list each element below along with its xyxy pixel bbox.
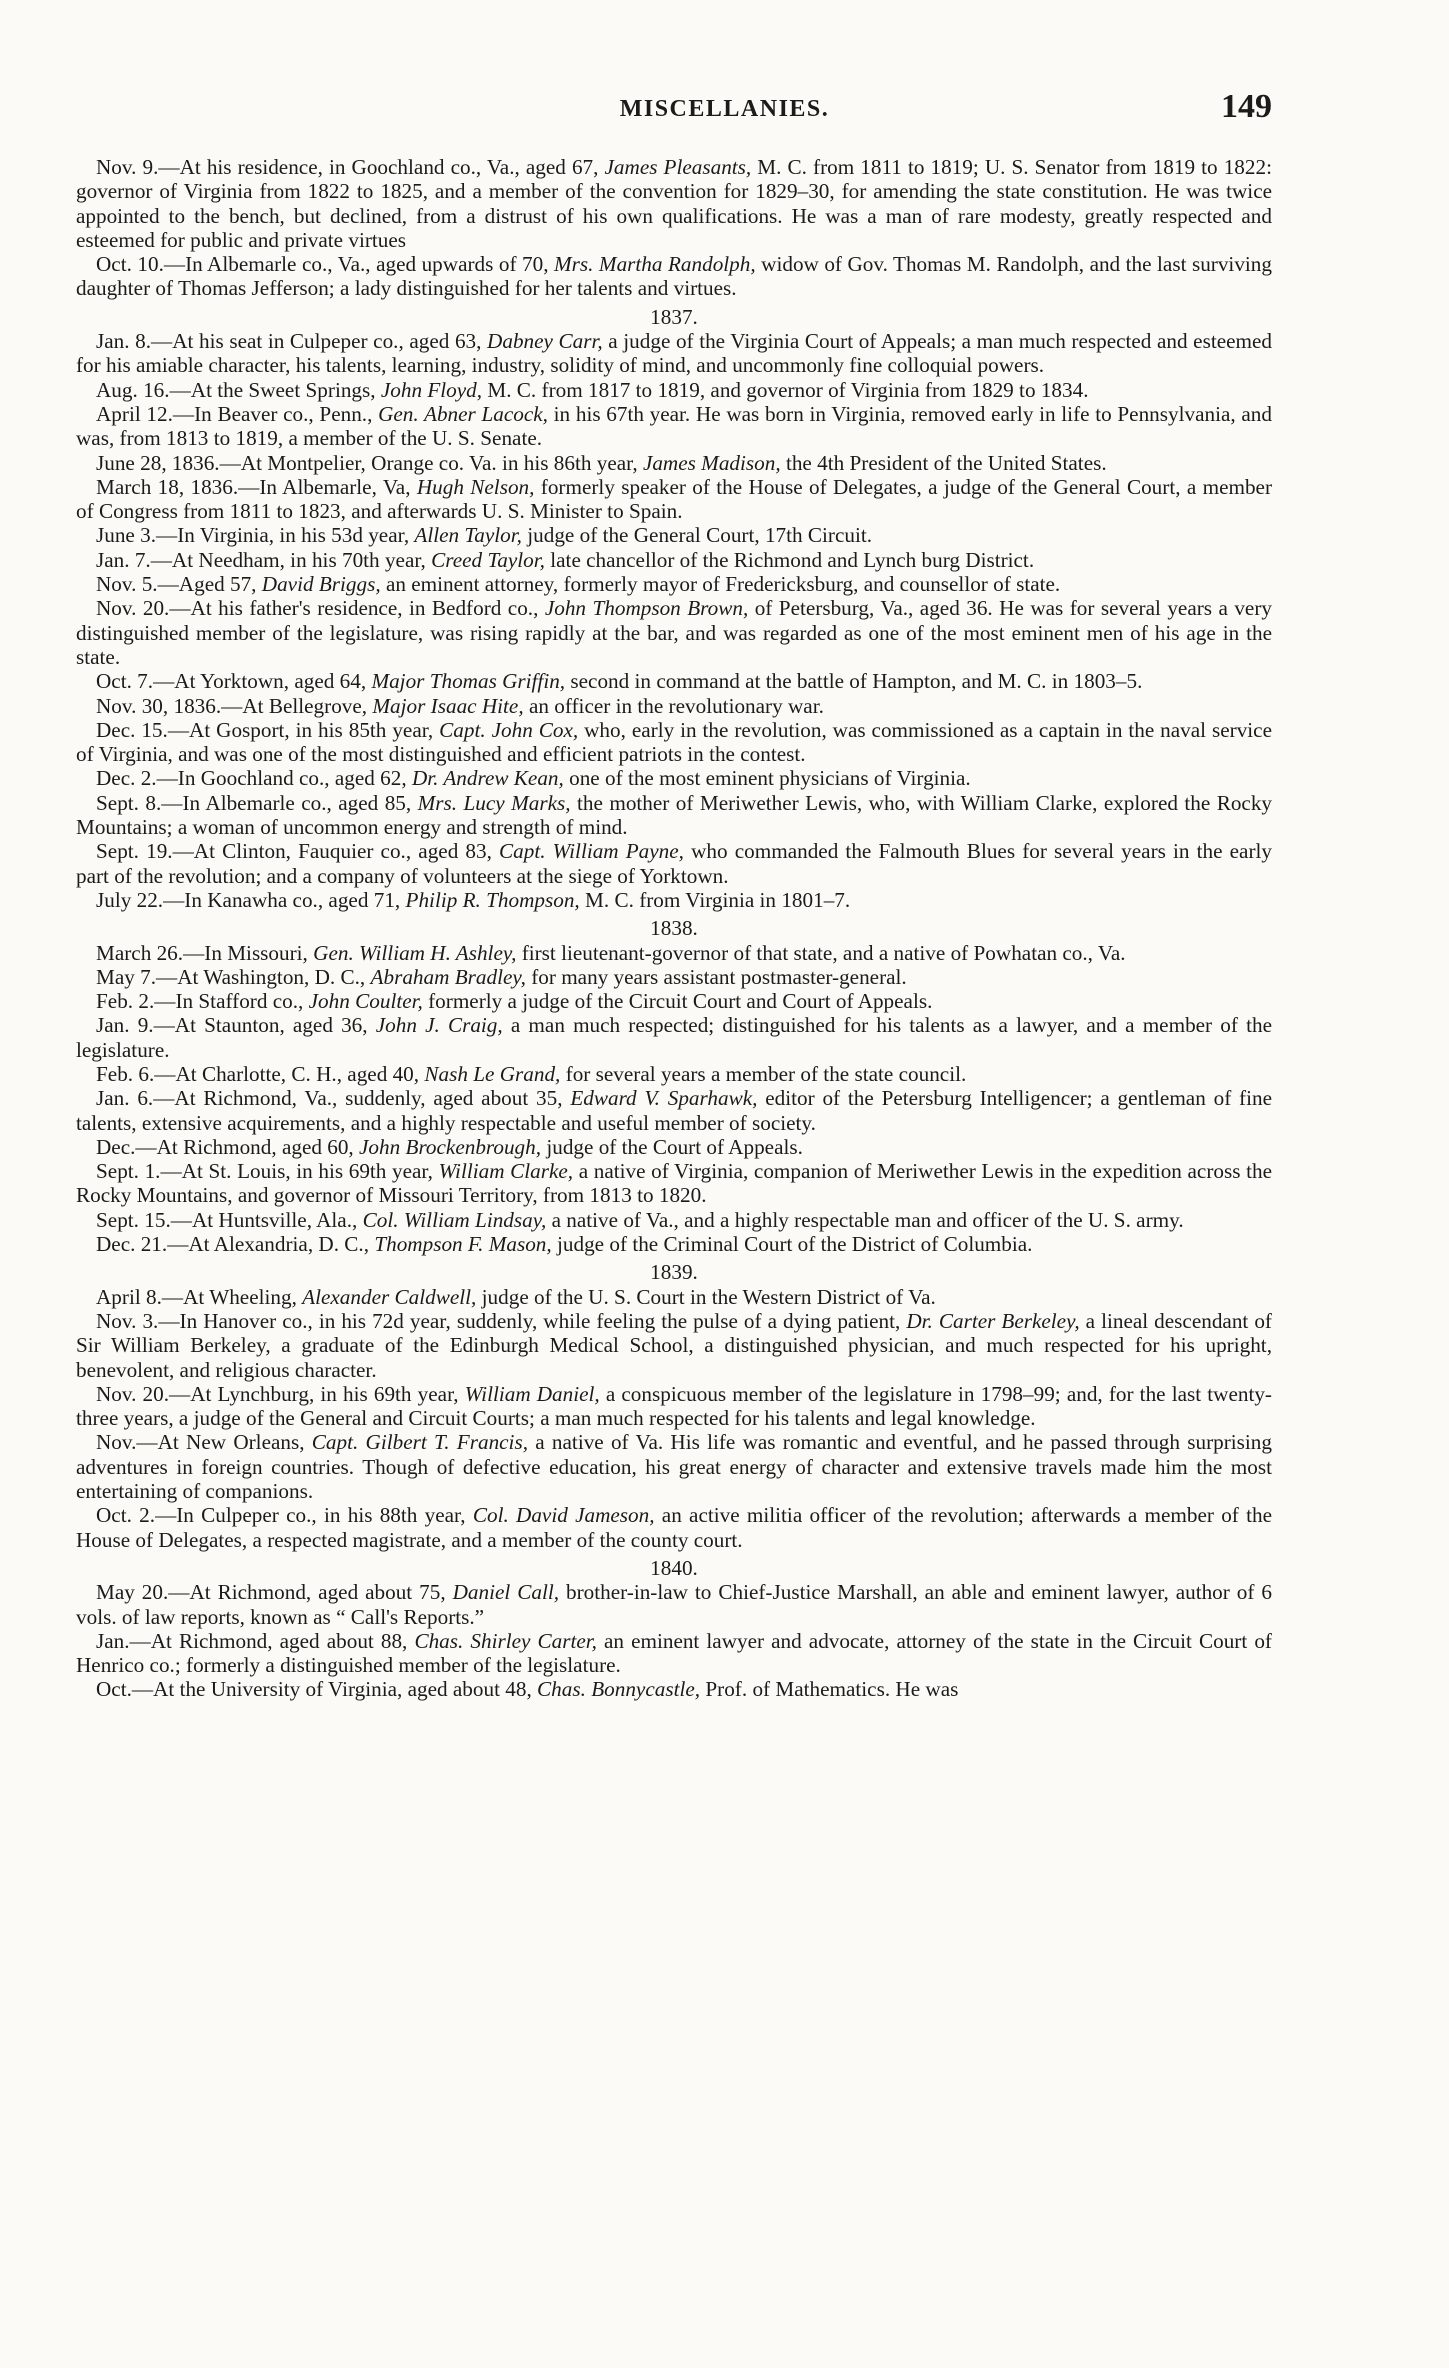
person-name: Col. David Jameson,	[472, 1503, 655, 1528]
entry-lead: —In Albemarle, Va,	[238, 474, 417, 499]
person-name: Capt. John Cox,	[439, 717, 579, 742]
obituary-entry	[76, 839, 1272, 888]
obituary-entry	[76, 475, 1272, 524]
person-name: Dabney Carr,	[487, 329, 603, 354]
entry-date: Sept. 8.	[96, 790, 162, 815]
entry-text: judge of the Criminal Court of the District of Columbia.	[551, 1232, 1033, 1257]
obituary-entry	[76, 718, 1272, 767]
entry-lead: —In Beaver co., Penn.,	[172, 401, 379, 426]
entry-date: Feb. 2.	[96, 989, 155, 1014]
entry-date: Nov. 20.	[96, 1381, 170, 1406]
obituary-entry	[76, 329, 1272, 378]
entry-date: Nov. 30, 1836.	[96, 693, 222, 718]
entry-lead: —At his residence, in Goochland co., Va., aged 67,	[158, 155, 605, 179]
entry-text: judge of the Court of Appeals.	[541, 1134, 803, 1159]
entry-lead: —At St. Louis, in his 69th year,	[160, 1159, 439, 1184]
person-name: Thompson F. Mason,	[374, 1232, 552, 1257]
obituary-entry	[76, 1135, 1272, 1159]
entry-date: Nov. 20.	[96, 596, 170, 621]
obituary-entry	[76, 941, 1272, 965]
entry-date: Nov. 5.	[96, 572, 158, 597]
obituary-entry	[76, 888, 1272, 912]
entry-text: brother-in-law to Chief-Justice Marshall, an able and eminent lawyer, author of 6 vols. of law reports, known as “ Call's Reports.”	[76, 1580, 1273, 1629]
obituary-entry	[76, 766, 1272, 790]
entry-lead: —At Wheeling,	[161, 1284, 303, 1309]
entry-lead: —At his seat in Culpeper co., aged 63,	[151, 329, 488, 354]
entry-date: Jan. 7.	[96, 547, 151, 572]
person-name: Allen Taylor,	[414, 523, 522, 548]
entry-date: Jan. 6.	[96, 1086, 154, 1111]
person-name: Capt. Gilbert T. Francis,	[311, 1430, 528, 1455]
obituary-entry	[76, 1208, 1272, 1232]
entry-lead: —At Richmond, aged about 75,	[168, 1580, 453, 1605]
entry-text: a native of Virginia, companion of Meriwether Lewis in the expedition across the Rocky Mountains, and governor of Missouri Territory, from 1813 to 1820.	[76, 1159, 1272, 1208]
entry-lead: —At Clinton, Fauquier co., aged 83,	[172, 839, 500, 864]
person-name: William Daniel,	[464, 1381, 600, 1406]
obituary-entry	[76, 572, 1272, 596]
entry-date: Jan.	[96, 1628, 130, 1653]
entry-date: Nov.	[96, 1430, 137, 1455]
obituary-entry	[76, 694, 1272, 718]
entry-text: an officer in the revolutionary war.	[523, 693, 824, 718]
entry-lead: —In Hanover co., in his 72d year, suddenly, while feeling the pulse of a dying patient,	[158, 1308, 907, 1333]
person-name: James Pleasants,	[604, 155, 752, 179]
entry-lead: —At the Sweet Springs,	[169, 377, 381, 402]
person-name: Chas. Bonnycastle,	[537, 1677, 701, 1702]
entry-text: of Petersburg, Va., aged 36. He was for several years a very distinguished member of the legislature, was rising rapidly at the bar, and was regarded as one of the most eminent men of his age in the state.	[76, 596, 1272, 669]
entry-text: in his 67th year. He was born in Virginia, removed early in life to Pennsylvania, and was, from 1813 to 1819, a member of the U. S. Senate.	[76, 401, 1272, 451]
obituary-entry	[76, 1503, 1272, 1552]
entry-date: May 20.	[96, 1580, 169, 1605]
entry-text: second in command at the battle of Hampton, and M. C. in 1803–5.	[565, 669, 1143, 694]
person-name: Major Thomas Griffin,	[371, 669, 566, 694]
page-number: 149	[1221, 88, 1272, 125]
entry-text: formerly a judge of the Circuit Court and Court of Appeals.	[422, 989, 933, 1014]
entry-text: M. C. from Virginia in 1801–7.	[579, 887, 851, 912]
obituary-entry	[76, 1580, 1272, 1629]
obituary-entry	[76, 155, 1272, 252]
entry-date: Dec.	[96, 1134, 136, 1159]
entry-text: a native of Va., and a highly respectable man and officer of the U. S. army.	[546, 1207, 1184, 1232]
person-name: John Floyd,	[380, 377, 483, 402]
entry-lead: —At Richmond, Va., suddenly, aged about 35,	[153, 1086, 571, 1111]
entry-lead: —At Charlotte, C. H., aged 40,	[154, 1061, 425, 1086]
entry-date: Feb. 6.	[96, 1061, 155, 1086]
person-name: Hugh Nelson,	[416, 474, 535, 499]
obituary-entry	[76, 1629, 1272, 1678]
person-name: Gen. William H. Ashley,	[313, 940, 517, 965]
person-name: John J. Craig,	[375, 1013, 503, 1038]
entry-text: M. C. from 1811 to 1819; U. S. Senator from 1819 to 1822: governor of Virginia from 1822 to 1825, and a member of the convention for 1829–30, for amending the state constitution. He was twice appointed to the bench, but declined, from a distrust of his own qualifications. He was a man of rare modesty, greatly respected and esteemed for public and private virtues	[76, 155, 1272, 252]
obituary-entry	[76, 451, 1272, 475]
entry-lead: —At Washington, D. C.,	[156, 964, 371, 989]
person-name: John Coulter,	[308, 989, 423, 1014]
entry-text: judge of the General Court, 17th Circuit.	[521, 523, 873, 548]
entry-date: July 22.	[96, 887, 164, 912]
entry-text: a conspicuous member of the legislature in 1798–99; and, for the last twenty-three years, a judge of the General and Circuit Courts; a man much respected for his talents and legal knowledge.	[76, 1381, 1272, 1431]
obituary-entry	[76, 989, 1272, 1013]
entry-lead: —At New Orleans,	[136, 1430, 312, 1455]
person-name: William Clarke,	[438, 1159, 574, 1184]
person-name: Daniel Call,	[452, 1580, 560, 1605]
entry-date: Sept. 19.	[96, 839, 173, 864]
entry-text: an eminent attorney, formerly mayor of Fredericksburg, and counsellor of state.	[380, 572, 1061, 597]
entry-lead: —In Missouri,	[183, 940, 314, 965]
entry-date: April 12.	[96, 401, 173, 426]
entry-text: for many years assistant postmaster-general.	[525, 964, 907, 989]
entry-text: an active militia officer of the revolution; afterwards a member of the House of Delegates, a respected magistrate, and a member of the county court.	[76, 1503, 1273, 1552]
entry-text: an eminent lawyer and advocate, attorney of the state in the Circuit Court of Henrico co.; formerly a distinguished member of the legislature.	[76, 1628, 1272, 1678]
entry-date: Nov. 3.	[96, 1308, 159, 1333]
person-name: John Brockenbrough,	[359, 1134, 542, 1159]
obituary-list	[76, 155, 1272, 1702]
person-name: Capt. William Payne,	[499, 839, 684, 864]
entry-text: Prof. of Mathematics. He was	[700, 1677, 959, 1702]
entry-lead: —In Virginia, in his 53d year,	[156, 523, 415, 548]
entry-text: the 4th President of the United States.	[780, 450, 1107, 475]
person-name: Edward V. Sparhawk,	[570, 1086, 758, 1111]
entry-lead: —At Bellegrove,	[221, 693, 373, 718]
entry-date: Jan. 8.	[96, 329, 152, 354]
entry-lead: —At Alexandria, D. C.,	[167, 1232, 375, 1257]
entry-lead: —In Albemarle co., Va., aged upwards of 70,	[163, 252, 554, 277]
person-name: Nash Le Grand,	[424, 1061, 561, 1086]
entry-text: a judge of the Virginia Court of Appeals; a man much respected and esteemed for his amiable character, his talents, learning, industry, solidity of mind, and uncommonly fine colloquial powers.	[76, 329, 1272, 378]
entry-text: who commanded the Falmouth Blues for several years in the early part of the revolution; and a company of volunteers at the siege of Yorktown.	[76, 839, 1272, 888]
entry-text: editor of the Petersburg Intelligencer; a gentleman of fine talents, extensive acquirements, and a highly respectable and useful member of society.	[76, 1086, 1272, 1135]
entry-lead: —In Kanawha co., aged 71,	[163, 887, 406, 912]
entry-lead: —In Albemarle co., aged 85,	[161, 790, 418, 815]
entry-lead: —At Needham, in his 70th year,	[150, 547, 432, 572]
entry-date: Jan. 9.	[96, 1013, 154, 1038]
entry-lead: —At Lynchburg, in his 69th year,	[169, 1381, 465, 1406]
entry-date: Aug. 16.	[96, 377, 170, 402]
person-name: Creed Taylor,	[431, 547, 545, 572]
entry-text: M. C. from 1817 to 1819, and governor of Virginia from 1829 to 1834.	[482, 377, 1089, 402]
year-heading: 1838.	[650, 916, 698, 941]
entry-date: Sept. 1.	[96, 1159, 161, 1184]
entry-text: widow of Gov. Thomas M. Randolph, and the last surviving daughter of Thomas Jefferson; a lady distinguished for her talents and virtues.	[76, 252, 1272, 301]
person-name: Gen. Abner Lacock,	[378, 401, 548, 426]
entry-text: for several years a member of the state council.	[560, 1061, 967, 1086]
person-name: Abraham Bradley,	[370, 964, 526, 989]
entry-date: Sept. 15.	[96, 1207, 171, 1232]
year-heading: 1837.	[650, 304, 698, 329]
person-name: Dr. Carter Berkeley,	[906, 1308, 1080, 1333]
obituary-entry	[76, 1382, 1272, 1431]
obituary-entry	[76, 1013, 1272, 1062]
entry-date: March 26.	[96, 940, 184, 965]
person-name: Col. William Lindsay,	[362, 1207, 547, 1232]
obituary-entry	[76, 1232, 1272, 1256]
obituary-entry	[76, 1062, 1272, 1086]
person-name: Alexander Caldwell,	[302, 1284, 477, 1309]
entry-date: April 8.	[96, 1284, 162, 1309]
entry-lead: —At the University of Virginia, aged about 48,	[131, 1677, 538, 1702]
entry-date: March 18, 1836.	[96, 474, 239, 499]
person-name: Dr. Andrew Kean,	[411, 766, 564, 791]
person-name: Mrs. Martha Randolph,	[553, 252, 756, 277]
obituary-entry	[76, 548, 1272, 572]
entry-date: Oct. 2.	[96, 1503, 156, 1528]
entry-lead: —At his father's residence, in Bedford co.,	[169, 596, 545, 621]
obituary-entry	[76, 1677, 1272, 1701]
entry-lead: —At Yorktown, aged 64,	[153, 669, 372, 694]
entry-lead: —At Montpelier, Orange co. Va. in his 86th year,	[219, 450, 643, 475]
entry-date: May 7.	[96, 964, 157, 989]
obituary-entry	[76, 1086, 1272, 1135]
entry-text: the mother of Meriwether Lewis, who, with William Clarke, explored the Rocky Mountains; a woman of uncommon energy and strength of mind.	[76, 790, 1273, 840]
entry-text: who, early in the revolution, was commissioned as a captain in the naval service of Virginia, and was one of the most distinguished and efficient patriots in the contest.	[76, 717, 1272, 767]
obituary-entry	[76, 1285, 1272, 1309]
entry-text: judge of the U. S. Court in the Western District of Va.	[476, 1284, 936, 1309]
obituary-entry	[76, 378, 1272, 402]
year-heading: 1839.	[650, 1260, 698, 1285]
entry-date: Oct.	[96, 1677, 132, 1702]
entry-date: Dec. 2.	[96, 766, 157, 791]
entry-text: one of the most eminent physicians of Virginia.	[563, 766, 971, 791]
obituary-entry	[76, 252, 1272, 301]
person-name: James Madison,	[642, 450, 781, 475]
entry-lead: —At Richmond, aged 60,	[135, 1134, 360, 1159]
obituary-entry	[76, 596, 1272, 669]
entry-text: first lieutenant-governor of that state, and a native of Powhatan co., Va.	[516, 940, 1126, 965]
obituary-entry	[76, 965, 1272, 989]
running-title: MISCELLANIES.	[619, 96, 830, 122]
obituary-entry	[76, 1309, 1272, 1382]
person-name: Major Isaac Hite,	[372, 693, 524, 718]
person-name: Mrs. Lucy Marks,	[417, 790, 571, 815]
entry-text: a lineal descendant of Sir William Berkeley, a graduate of the Edinburgh Medical School, a distinguished physician, and much respected for his upright, benevolent, and religious character.	[76, 1308, 1272, 1382]
entry-lead: —At Richmond, aged about 88,	[129, 1628, 415, 1653]
person-name: Chas. Shirley Carter,	[414, 1628, 597, 1653]
entry-lead: —At Huntsville, Ala.,	[170, 1207, 363, 1232]
entry-lead: —At Staunton, aged 36,	[153, 1013, 376, 1038]
obituary-entry	[76, 669, 1272, 693]
entry-date: Oct. 10.	[96, 252, 164, 277]
entry-date: Oct. 7.	[96, 669, 154, 694]
obituary-entry	[76, 523, 1272, 547]
entry-text: a man much respected; distinguished for his talents as a lawyer, and a member of the legislature.	[76, 1013, 1272, 1062]
entry-date: Dec. 15.	[96, 717, 168, 742]
entry-date: Nov. 9.	[96, 155, 159, 179]
entry-lead: —In Culpeper co., in his 88th year,	[155, 1503, 473, 1528]
obituary-entry	[76, 1430, 1272, 1503]
person-name: David Briggs,	[261, 572, 381, 597]
entry-lead: —In Goochland co., aged 62,	[156, 766, 412, 791]
year-heading: 1840.	[650, 1555, 698, 1580]
person-name: John Thompson Brown,	[544, 596, 749, 621]
page-header	[0, 88, 1449, 138]
entry-text: late chancellor of the Richmond and Lynch burg District.	[544, 547, 1035, 572]
entry-lead: —In Stafford co.,	[154, 989, 309, 1014]
entry-text: formerly speaker of the House of Delegates, a judge of the General Court, a member of Congress from 1811 to 1823, and afterwards U. S. Minister to Spain.	[76, 474, 1273, 524]
entry-lead: —Aged 57,	[157, 572, 262, 597]
entry-date: June 28, 1836.	[96, 450, 220, 475]
entry-date: June 3.	[96, 523, 157, 548]
obituary-entry	[76, 791, 1272, 840]
person-name: Philip R. Thompson,	[405, 887, 580, 912]
entry-date: Dec. 21.	[96, 1232, 168, 1257]
obituary-entry	[76, 1159, 1272, 1208]
entry-text: a native of Va. His life was romantic and eventful, and he passed through surprising adventures in foreign countries. Though of defective education, his great energy of character and extensive travels made him the most entertaining of companions.	[76, 1430, 1272, 1504]
obituary-entry	[76, 402, 1272, 451]
entry-lead: —At Gosport, in his 85th year,	[167, 717, 440, 742]
